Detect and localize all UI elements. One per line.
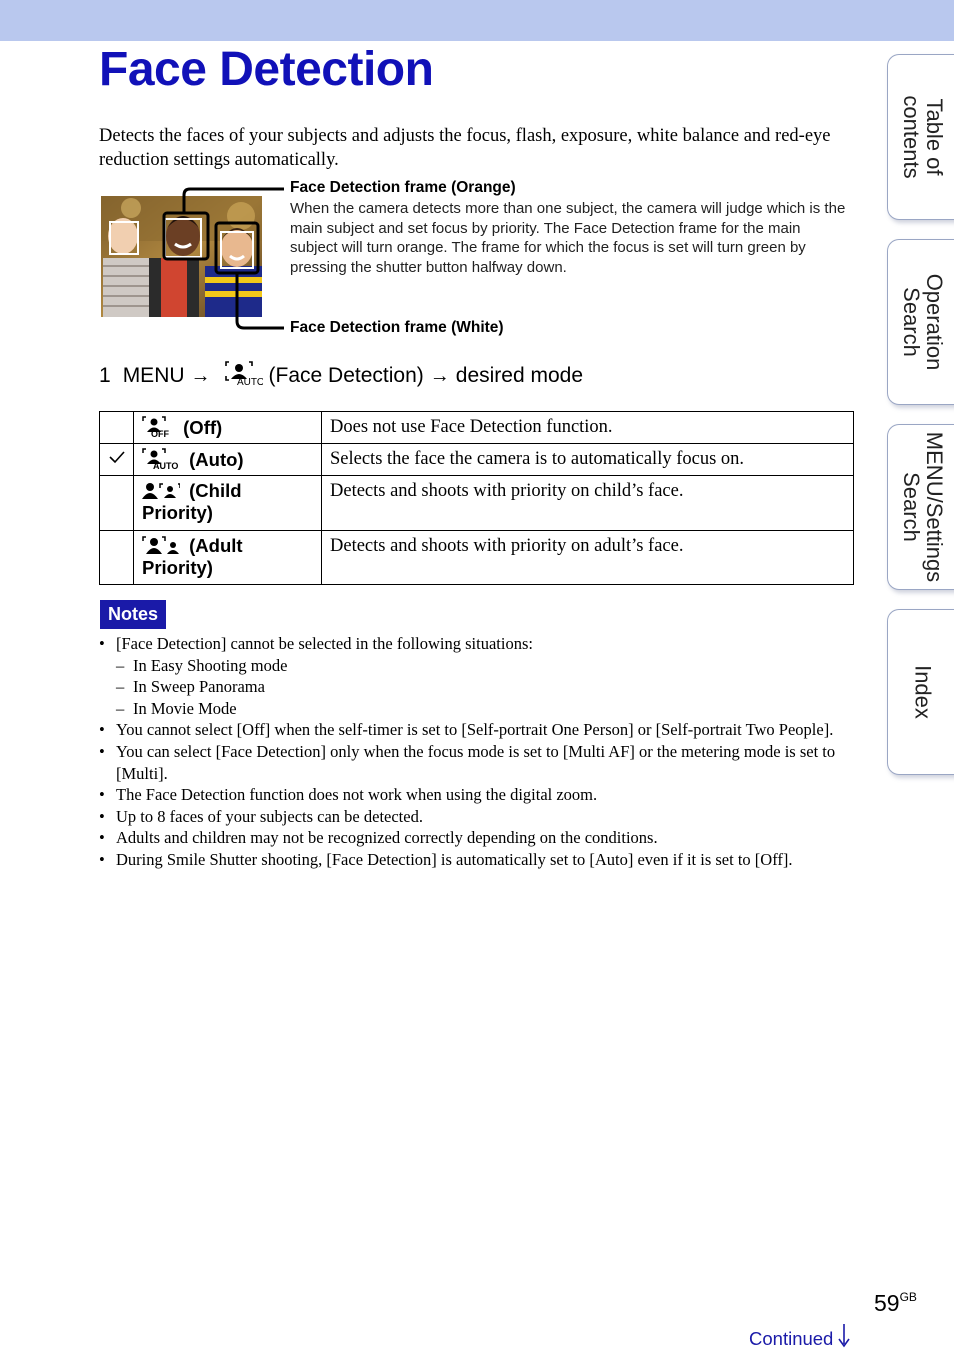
checkmark-icon [109,451,125,468]
table-row [100,476,854,531]
table-row [100,444,854,476]
list-item: • During Smile Shutter shooting, [Face Detection] is automatically set to [Auto] even if it is set to [Off]. [99,849,793,869]
tab-operation-search[interactable] [887,239,954,405]
continued-link[interactable] [749,1324,850,1353]
list-subitem: – In Easy Shooting mode [116,655,288,675]
header-band [0,0,954,41]
face-detection-auto-icon [225,360,263,392]
tab-label-line1: Index [910,665,935,719]
svg-text:OFF: OFF [151,429,169,438]
child-priority-icon [142,480,189,501]
notes-heading: Notes [100,600,166,629]
page-number: $59^{GB}$ [874,1290,917,1316]
selection-cell [100,476,134,531]
list-item: • Adults and children may not be recognized correctly depending on the conditions. [99,828,658,848]
step-instruction [99,360,583,392]
mode-label: (Child Priority) [142,480,242,523]
mode-description: Detects and shoots with priority on child’s face. [322,476,854,531]
step-arrow: → [190,364,211,387]
mode-label: (Off) [183,417,223,438]
list-subitem: – In Movie Mode [116,698,237,718]
selection-cell [100,531,134,585]
list-item: • Up to 8 faces of your subjects can be detected. [99,806,423,826]
page-title: Face Detection [99,43,434,96]
tab-label-line1: MENU/Settings [921,431,947,583]
mode-description: Selects the face the camera is to automatically focus on. [322,444,854,476]
modes-table [99,411,854,585]
tab-menu-settings-search[interactable] [887,424,954,590]
orange-frame-description: When the camera detects more than one subject, the camera will judge which is the main subject and set focus by priority. The Face Detection frame for the main subject will turn orange. The frame for which the focus is set will turn green by pressing the shutter button halfway down. [290,200,846,276]
list-item: • You can select [Face Detection] only when the focus mode is set to [Multi AF] or the metering mode is set to [Multi]. [99,741,836,783]
tab-label-line2: Search [898,472,924,542]
list-subitem: – In Sweep Panorama [116,677,265,697]
continued-label: Continued [749,1327,834,1349]
tab-index[interactable] [887,609,954,775]
mode-label-cell [134,444,322,476]
tab-label-line2: Search [898,287,924,357]
face-detection-off-icon [142,417,183,438]
notes-list [99,633,851,871]
face-detection-photo [101,196,262,317]
white-frame-title: Face Detection frame (White) [290,319,504,336]
mode-label-cell [134,412,322,444]
mode-label: (Adult Priority) [142,535,243,578]
mode-label: (Auto) [189,449,244,470]
tab-table-of-contents[interactable] [887,54,954,220]
step-number: 1 [99,364,111,387]
mode-label-cell [134,531,322,585]
list-item: • [Face Detection] cannot be selected in the following situations: [99,634,533,653]
tab-label-line2: contents [898,95,924,179]
step-target: desired mode [455,364,584,387]
face-detection-auto-icon [142,449,189,470]
step-menu: MENU [122,364,185,387]
list-item: • The Face Detection function does not work when using the digital zoom. [99,785,598,805]
svg-text:AUTO: AUTO [153,461,179,470]
selection-cell [100,444,134,476]
tab-label-line1: Operation [921,273,947,371]
svg-text:AUTO: AUTO [236,377,263,386]
list-item: • You cannot select [Off] when the self-timer is set to [Self-portrait One Person] or [Self-portrait Two People]. [99,720,834,740]
step-arrow-2: → [429,364,450,387]
adult-priority-icon [142,535,189,556]
table-row [100,412,854,444]
intro-paragraph: Detects the faces of your subjects and adjusts the focus, flash, exposure, white balance and red-eye reduction settings automatically. [99,126,831,170]
page-suffix: GB [899,1290,917,1304]
selection-cell [100,412,134,444]
tab-label-line1: Table of [921,98,947,176]
table-row [100,531,854,585]
arrow-down-icon [838,1324,850,1353]
orange-frame-title: Face Detection frame (Orange) [290,179,516,196]
mode-description: Detects and shoots with priority on adult’s face. [322,531,854,585]
step-item: (Face Detection) [268,364,424,387]
mode-label-cell [134,476,322,531]
mode-description: Does not use Face Detection function. [322,412,854,444]
